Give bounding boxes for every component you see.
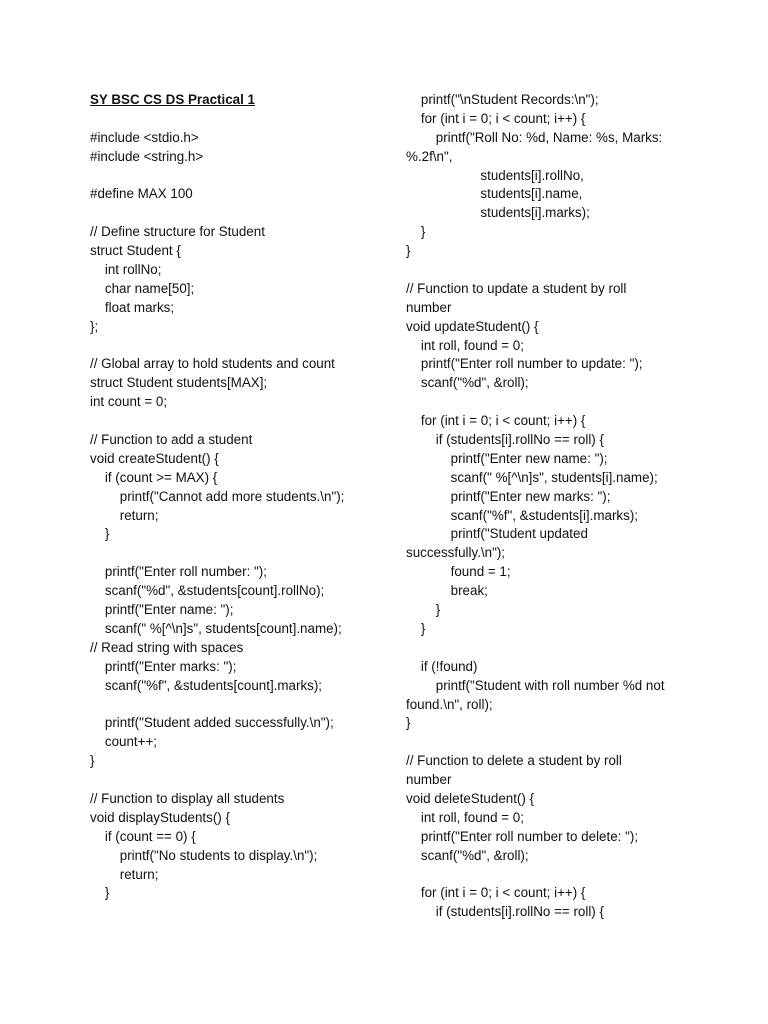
code-line bbox=[90, 771, 390, 790]
code-line: return; bbox=[90, 866, 159, 882]
code-line: break; bbox=[406, 583, 488, 599]
code-line: } bbox=[90, 885, 110, 901]
code-line: // Global array to hold students and count bbox=[90, 356, 335, 372]
code-line: if (count >= MAX) { bbox=[90, 469, 218, 485]
code-line bbox=[90, 167, 390, 186]
code-line: } bbox=[406, 224, 426, 240]
document-title: SY BSC CS DS Practical 1 bbox=[90, 92, 255, 107]
code-line: printf("Student added successfully.\n"); bbox=[90, 715, 334, 731]
code-line: // Function to delete a student by roll bbox=[406, 753, 622, 769]
code-line: float marks; bbox=[90, 299, 175, 315]
code-line: int roll, found = 0; bbox=[406, 337, 524, 353]
left-column bbox=[90, 91, 390, 903]
code-line: printf("No students to display.\n"); bbox=[90, 847, 318, 863]
code-line: successfully.\n"); bbox=[406, 545, 506, 561]
code-line: printf("Cannot add more students.\n"); bbox=[90, 488, 345, 504]
code-line: void createStudent() { bbox=[90, 450, 219, 466]
code-line: void deleteStudent() { bbox=[406, 790, 535, 806]
code-line bbox=[406, 639, 706, 658]
code-line: found.\n", roll); bbox=[406, 696, 493, 712]
code-line: scanf(" %[^\n]s", students[i].name); bbox=[406, 469, 658, 485]
code-line: void updateStudent() { bbox=[406, 318, 539, 334]
code-line: // Define structure for Student bbox=[90, 224, 265, 240]
code-line: // Read string with spaces bbox=[90, 639, 244, 655]
code-line: } bbox=[90, 753, 95, 769]
code-line: }; bbox=[90, 318, 99, 334]
code-line: printf("Enter roll number to update: "); bbox=[406, 356, 643, 372]
code-line: void displayStudents() { bbox=[90, 809, 230, 825]
code-line: scanf("%f", &students[count].marks); bbox=[90, 677, 323, 693]
code-line bbox=[90, 412, 390, 431]
code-line: printf("\nStudent Records:\n"); bbox=[406, 92, 599, 107]
code-line: printf("Enter roll number to delete: "); bbox=[406, 828, 639, 844]
code-line: scanf("%d", &roll); bbox=[406, 375, 529, 391]
code-line: for (int i = 0; i < count; i++) { bbox=[406, 110, 586, 126]
code-line: if (!found) bbox=[406, 658, 478, 674]
code-line bbox=[90, 544, 390, 563]
code-line: for (int i = 0; i < count; i++) { bbox=[406, 413, 586, 429]
code-line: printf("Enter marks: "); bbox=[90, 658, 237, 674]
code-line: scanf("%d", &roll); bbox=[406, 847, 529, 863]
code-line: scanf(" %[^\n]s", students[count].name); bbox=[90, 620, 342, 636]
code-line bbox=[406, 393, 706, 412]
code-line bbox=[406, 733, 706, 752]
code-line: count++; bbox=[90, 734, 157, 750]
code-line: } bbox=[406, 602, 441, 618]
code-line: number bbox=[406, 299, 452, 315]
code-line: return; bbox=[90, 507, 159, 523]
code-line: scanf("%d", &students[count].rollNo); bbox=[90, 583, 325, 599]
code-line: if (count == 0) { bbox=[90, 828, 196, 844]
code-line: } bbox=[406, 243, 411, 259]
code-line: students[i].marks); bbox=[406, 205, 590, 221]
code-line: int roll, found = 0; bbox=[406, 809, 524, 825]
code-line: char name[50]; bbox=[90, 280, 195, 296]
code-line: #define MAX 100 bbox=[90, 186, 193, 202]
code-line: } bbox=[90, 526, 110, 542]
code-line: } bbox=[406, 620, 426, 636]
code-line: // Function to update a student by roll bbox=[406, 280, 627, 296]
code-line bbox=[406, 866, 706, 885]
code-line: printf("Enter new marks: "); bbox=[406, 488, 611, 504]
code-line: printf("Enter name: "); bbox=[90, 602, 234, 618]
code-line: found = 1; bbox=[406, 564, 511, 580]
code-line: printf("Student updated bbox=[406, 526, 588, 542]
code-line: // Function to add a student bbox=[90, 432, 253, 448]
code-line: number bbox=[406, 772, 452, 788]
code-line: struct Student students[MAX]; bbox=[90, 375, 268, 391]
code-line: students[i].name, bbox=[406, 186, 583, 202]
code-line bbox=[90, 110, 390, 129]
code-line bbox=[406, 261, 706, 280]
code-line: %.2f\n", bbox=[406, 148, 453, 164]
code-line: struct Student { bbox=[90, 243, 181, 259]
code-line: printf("Enter roll number: "); bbox=[90, 564, 267, 580]
code-line bbox=[90, 204, 390, 223]
code-line: } bbox=[406, 715, 411, 731]
right-column bbox=[406, 91, 706, 922]
code-line: if (students[i].rollNo == roll) { bbox=[406, 432, 604, 448]
code-line: printf("Student with roll number %d not bbox=[406, 677, 665, 693]
code-line: int rollNo; bbox=[90, 262, 162, 278]
code-line: // Function to display all students bbox=[90, 790, 285, 806]
code-line: students[i].rollNo, bbox=[406, 167, 584, 183]
code-line: int count = 0; bbox=[90, 394, 168, 410]
code-line: if (students[i].rollNo == roll) { bbox=[406, 904, 604, 920]
code-line bbox=[90, 696, 390, 715]
code-line: #include <stdio.h> bbox=[90, 129, 199, 145]
code-line: #include <string.h> bbox=[90, 148, 204, 164]
code-line: for (int i = 0; i < count; i++) { bbox=[406, 885, 586, 901]
code-line: scanf("%f", &students[i].marks); bbox=[406, 507, 639, 523]
code-line bbox=[90, 337, 390, 356]
code-line: printf("Roll No: %d, Name: %s, Marks: bbox=[406, 129, 663, 145]
code-line: printf("Enter new name: "); bbox=[406, 450, 608, 466]
